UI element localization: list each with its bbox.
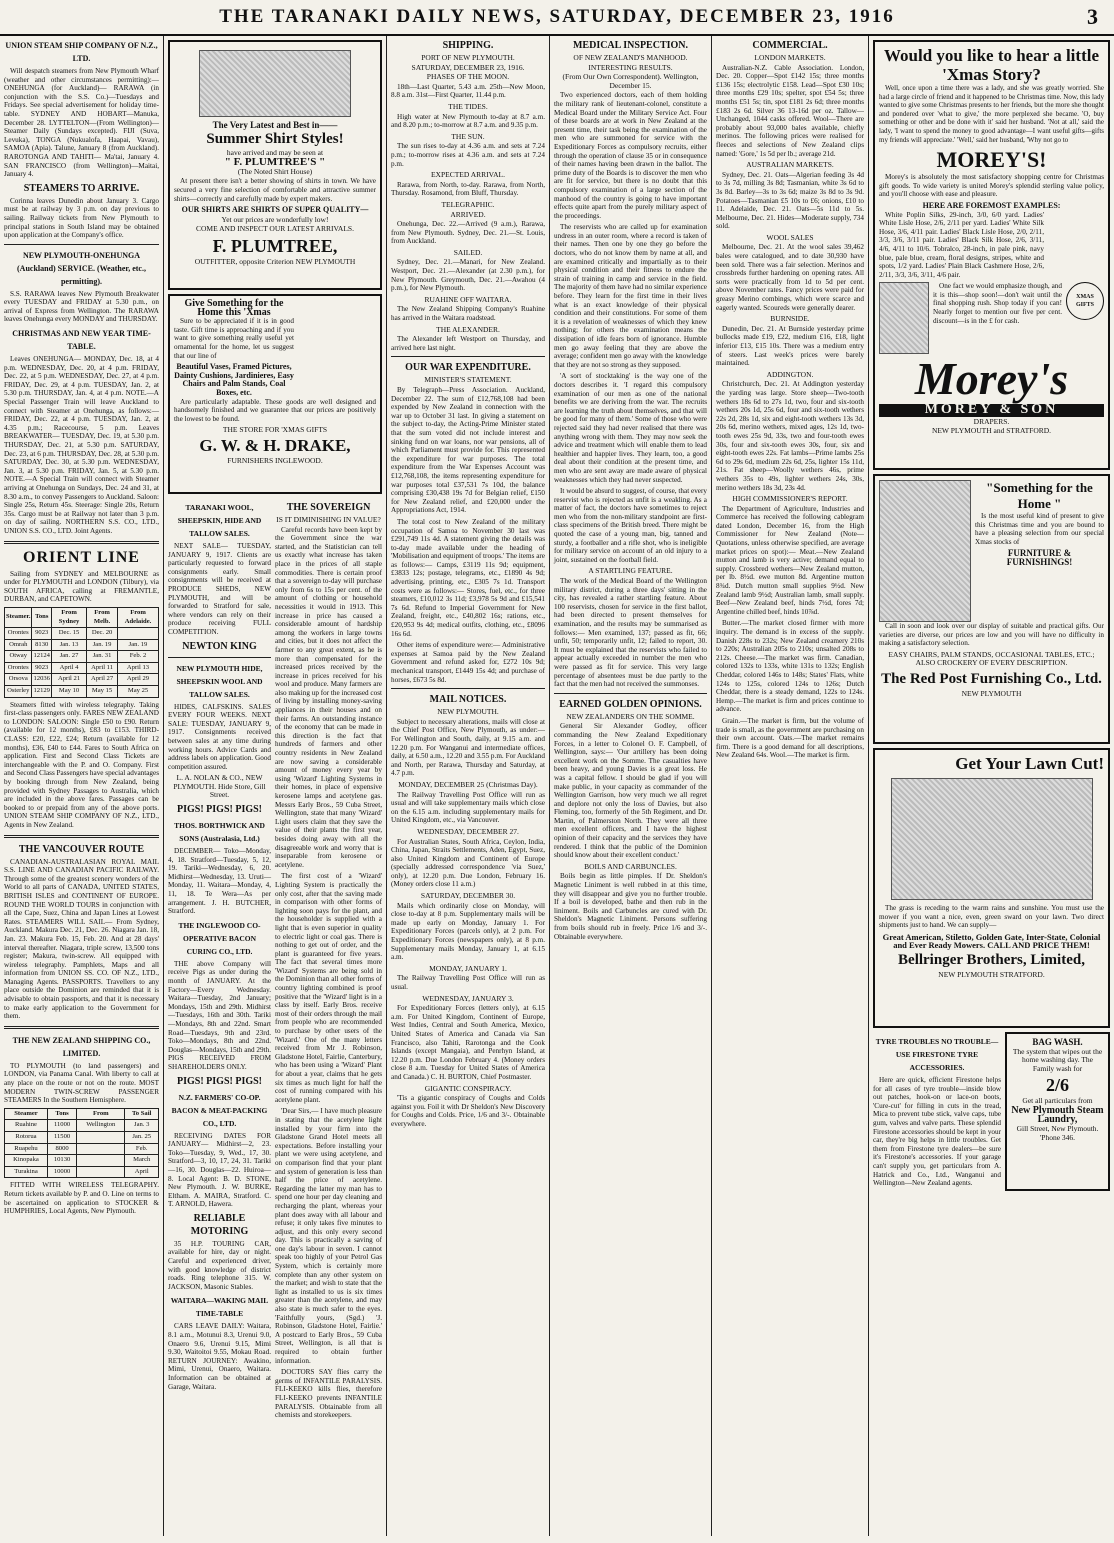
santa-illustration (879, 282, 929, 354)
ruahine-heading: RUAHINE OFF WAITARA. (424, 294, 512, 304)
xmas-story-heading: Would you like to hear a little 'Xmas Story? (883, 46, 1100, 84)
drake-footer: FURNISHERS INGLEWOOD. (227, 455, 323, 465)
arrive-body: Corinna leaves Dunedin about January 3. Cargo must be at railway by 3 p.m. on day previous to sailing. Railway tickets from New Plymouth to principal stations in South Island may be obtained upon application at the Company's office. (4, 196, 159, 240)
table-cell: Osterley (5, 686, 32, 698)
war-body: By Telegraph—Press Association. Auckland, December 22. The sum of £12,768,108 had been expended by New Zealand in connection with the war up to October 31 last. In giving a statement on the subject to-day, the Acting-Prime Minister stated that the sum voted did not include interest and sinking fund on war loans, nor war pensions, all of which Parliament must provide for. This represented the expenditure for war purposes. The total expenditure from the War Expenses Account was £12,768,108, the items representing expenditure for war purposes total £37,531 7s 10d, the balance comprising £30,438 19s 7d for Belgian relief, £150 for New Zealand relief, and £20,000 under the Appropriations Act, 1914. (391, 386, 545, 515)
table-cell: Kinopaka (5, 1155, 48, 1167)
medical-body: Two experienced doctors, each of them holding the military rank of lieutenant-colonel, constitute a Medical Board under the Military Service Act. Four of these boards are at work in New Zealand at the present time, their task being the examination of the men who are summoned for service with the Expeditionary Forces as compulsory recruits, either through the operation of clause 35 or in consequence of their names having been drawn in the ballot. The prime duty of the Boards is to discover the men who are fit for service, but there is no doubt that this compulsory examination of a large section of the manhood of the country is going to have important effects quite apart from the purely military aspect of the proceedings. (554, 91, 707, 220)
telegraphic-heading: TELEGRAPHIC. (441, 199, 495, 209)
sovereign-tail: DOCTORS SAY flies carry the germs of INFANTILE PARALYSIS. FLI-KEEKO kills flies, therefore FLI-KEEKO prevents INFANTILE PARALYSIS. Obtainable from all chemists and storekeepers. (275, 1368, 382, 1420)
alexander-body: The Alexander left Westport on Thursday, and arrived here last night. (391, 335, 545, 352)
table-cell: 9023 (32, 662, 51, 674)
table-cell: Jan. 3 (125, 1120, 159, 1132)
table-row (5, 1143, 159, 1155)
nzs-tail: FITTED WITH WIRELESS TELEGRAPHY. Return tickets available by P. and O. Line on terms to be ascertained on application to STOCKER & HUMPHRIES, Local Agents, New Plymouth. (4, 1181, 159, 1216)
table-row (5, 662, 159, 674)
moreys-logo: Morey's (914, 353, 1069, 405)
table-cell: Jan. 25 (125, 1132, 159, 1144)
table-cell: 8130 (32, 639, 51, 651)
borthwick-body: DECEMBER— Toko—Monday, 4, 18. Stratford—Tuesday, 5, 12, 19. Tariki—Wednesday, 6, 20. Midhirst—Wednesday, 13. Uruti—Monday, 11. Waitara—Monday, 4, 11, 18. Te Wera—As per arrangement. J. H. BUTCHER, Stratford. (168, 847, 272, 916)
drake-body: Sure to be appreciated if it is in good taste. Gift time is approaching and if you want to give something really useful yet ornamental for the home, let us suggest that our line of (174, 317, 294, 360)
arrived-body: Onehunga, Dec. 22.—Arrived (9 a.m.), Rarawa, from New Plymouth. Sydney, Dec. 21.—St. Louis, from Auckland. (391, 220, 545, 246)
shirt-price: Yet our prices are wonderfully low! (221, 214, 329, 224)
table-cell: Ruahine (5, 1120, 48, 1132)
table-cell: Turakina (5, 1166, 48, 1178)
addington-body: Christchurch, Dec. 21. At Addington yesterday the yarding was large. Store sheep—Two-tooth wethers 18s 6d to 27s 1d, two, four and six-tooth wethers 20s 1d, 25s 6d, four and six-tooth wethers 22s 2d, 28s 1d, six and eight-tooth wethers 13s 3d, 20s 6d, merino wethers, mixed ages, 12s 1d, two-tooth ewes 25s 9d, 33s, two and four-tooth ewes 30s, four and six-tooth ewes 30s, four, six and eight-tooth ewes 22s. Fat lambs—Prime lambs 25s 6d to 29s 6d, medium 22s 6d, 25s, lighter 15s 11d, 21s. Fat sheep—Woolly wethers 46s, prime wethers 35s to 49s, lighter wethers 24s, 30s, merino wethers 18s 3d, 23s 4d. (716, 380, 864, 492)
table-header: From Melb. (87, 607, 118, 627)
table-cell: Feb. (125, 1143, 159, 1155)
tides-body: High water at New Plymouth to-day at 8.7 a.m. and 8.20 p.m.; to-morrow at 8.7 a.m. and 9.35 p.m. (391, 112, 545, 130)
table-row (5, 628, 159, 640)
table-cell: March (125, 1155, 159, 1167)
moreys-footer: NEW PLYMOUTH and STRATFORD. (931, 426, 1052, 436)
farmers-body: RECEIVING DATES FOR JANUARY— Midhirst—2, 23. Toko—Tuesday, 9, Wed., 17, 30. Stratford—3, 10, 17, 24, 31. Tariki—16, 30. Douglas—22. Huiroa—8. Local Agent: B. D. STONE, New Plymouth. J. W. BURKE, Eltham. A. MAIRA, Stratford. C. T. ARNOLD, Hawera. (168, 1131, 272, 1209)
lawn-mower-illustration (891, 778, 1093, 900)
medical-body-4: It would be absurd to suggest, of course, that every reservist who is rejected as unfit is a weakling. As a matter of fact, the doctors have sometimes to reject men who from the non-military standpoint are first-class specimens of the British breed. There might be quoted the case of a young man, big, tanned and sturdy, a footballer and a rifle shot, who is ineligible for military service on account of an old injury to a joint, sustained on the football field. (554, 487, 707, 564)
table-cell: April 13 (118, 662, 159, 674)
tyre-body: Here are quick, efficient Firestone helps for all cases of tyre trouble—inside blow out patches, hook-on or lace-on boots, 'Cure-cut' for filling in cuts in the tread, Mica to prevent tube stick, valve caps, tube gum, valves and valve parts. These splendid Firestone accessories should be kept in your car, they're big helps in little troubles. Get them from Firestone tyre dealers—be sure it's Firestone's accessories. If your garage can't supply you, get particulars from A. Hatrick and Co., Ltd., Wanganui and Wellington—New Zealand agents. (873, 1076, 1001, 1188)
boils-heading: BOILS AND CARBUNCLES. (584, 861, 677, 871)
bellringer-ad (873, 748, 1110, 1028)
mail-jan1-body: The Railway Travelling Post Office will run as usual. (391, 974, 545, 991)
table-cell: Orsova (5, 674, 32, 686)
table-cell: 10130 (47, 1155, 76, 1167)
wool-name: NEWTON KING (182, 640, 257, 652)
burnside-heading: BURNSIDE. (770, 314, 810, 324)
boils-body: Boils begin as little pimples. If Dr. Sheldon's Magnetic Liniment is well rubbed in at this time, they will disappear and give you no further trouble. If a boil is developed, bathe and then rub in the liniment. Boils and Carbuncles are cured with Dr. Sheldon's Magnetic Liniment. Persons suffering from boils should rub in freely. Price 1/6 and 3/-. Obtainable everywhere. (554, 872, 707, 941)
shirt-footer: OUTFITTER, opposite Criterion NEW PLYMOUTH (194, 256, 356, 266)
tyre-heading: TYRE TROUBLES NO TROUBLE—USE FIRESTONE TYRE ACCESSORIES. (875, 1037, 999, 1072)
shirt-illustration (199, 50, 351, 117)
divider (391, 356, 545, 357)
table-cell: 11000 (47, 1120, 76, 1132)
high-commissioner-heading: HIGH COMMISSIONER'S REPORT. (732, 494, 848, 504)
nzs-heading: THE NEW ZEALAND SHIPPING CO., LIMITED. (12, 1035, 151, 1058)
wool-body: NEXT SALE— TUESDAY, JANUARY 9, 1917. Clients are particularly requested to forward consignments early. Small consignments will be received at PRODUCE SHEDS, NEW PLYMOUTH, and will be forwarded to Stratford for sale, where vendors can rely on their produce receiving FULL COMPETITION. (168, 542, 272, 636)
table-cell (77, 1155, 125, 1167)
nzs-table (4, 1108, 159, 1179)
column-shipping-ads (0, 36, 163, 1536)
startling-heading: A STARTLING FEATURE. (588, 566, 673, 576)
moreys-body: Morey's is absolutely the most satisfactory shopping centre for Christmas gift goods. To wide variety is united Morey's splendid sterling value policy, and you'll choose with ease and pleasure. (879, 173, 1104, 199)
mail-jan1-heading: MONDAY, JANUARY 1. (429, 963, 507, 973)
mail-monday-body: The Railway Travelling Post Office will run as usual and will take supplementary mails which close on the 6.15 a.m. including supplementary mails for United Kingdom, etc., via Vancouver. (391, 790, 545, 825)
red-post-list: EASY CHAIRS, PALM STANDS, OCCASIONAL TABLES, ETC.; ALSO CROCKERY OF EVERY DESCRIPTION. (888, 649, 1095, 668)
shirt-title: Summer Shirt Styles! (206, 130, 344, 147)
red-post-heading: "Something for the Home " (986, 480, 1093, 511)
table-cell: May 15 (87, 686, 118, 698)
column-medical (550, 36, 711, 1536)
red-post-call: Call in soon and look over our display of suitable and practical gifts. Our varieties are diverse, our prices are low and you will have no difficulty in making a satisfactory selection. (879, 622, 1104, 648)
earned-heading: EARNED GOLDEN OPINIONS. (559, 698, 702, 710)
high-commissioner-body-2: Butter.—The market closed firmer with more inquiry. The demand is in excess of the supply. Danish 228s to 232s; New Zealand creamery 210s to 220s; Australian 205s to 210s; unsalted 208s to 212s. Cheese.—The market was firm. Canadian, colored 132s to 133s, white 131s to 132s; English Cheddar, colored 146s to 148s; States' Flats, white 124s to 125s, colored 124s to 126s; Dutch Cheddar, there is a steady demand, 122s to 124s. Hemp.—The market is firm and prices continue to advance. (716, 619, 864, 714)
lower-ads-left (168, 498, 271, 1423)
moon-body: 18th—Last Quarter, 5.43 a.m. 25th—New Moon, 8.8 a.m. 31st—First Quarter, 11.44 p.m. (391, 82, 545, 100)
union-heading: UNION STEAM SHIP COMPANY OF N.Z., LTD. (5, 41, 158, 63)
lawn-body: The grass is receding to the warm rains and sunshine. You must use the mower if you want a nice, even, green sward on your lawn. Two direct shipments just to hand. We can supply— (879, 904, 1104, 930)
shirt-body: have arrived and may be seen at (226, 147, 324, 157)
table-cell: Jan. 31 (87, 651, 118, 663)
mail-jan3-heading: WEDNESDAY, JANUARY 3. (422, 993, 514, 1003)
table-header: Steamer. (5, 607, 32, 627)
medical-subheading: OF NEW ZEALAND'S MANHOOD. (573, 53, 688, 62)
shirt-heading: The Very Latest and Best in—— (212, 120, 338, 130)
gigantic-heading: GIGANTIC CONSPIRACY. (424, 1083, 512, 1093)
wool-heading: TARANAKI WOOL, SHEEPSKIN, HIDE AND TALLOW SALES. (177, 503, 262, 538)
sovereign-letter: 'Dear Sirs,— I have much pleasure in stating that the acetylene light installed by your firm into the Gladstone Grand Hotel meets all expectations. Before installing your plant we were using acetylene, and on comparison find that your plant and system of generation is less than half the price of acetylene. Regarding the latter my man has to spend one hour per day cleaning and recharging the plant, whereas your plant does away with all labour and refuse; it only takes five minutes to adjust, and this only every second day. This is practically a saving of one day's labour in seven. I cannot speak too highly of your Petrol Gas System, which is certainly more complete than any other system on the market; and wish to state that the light as installed to us is six times greater than the acetylene, and may also state is much safer to the eyes. 'Faithfully yours, (Sgd.) 'J. Robinson, Gladstone Hotel, Fairlie.' A postcard to Early Bros., 59 Cuba Street, Wellington, is all that is required to obtain further information. (275, 1107, 382, 1365)
war-subheading: MINISTER'S STATEMENT. (424, 375, 512, 385)
drake-name: G. W. & H. DRAKE, (199, 435, 351, 455)
pigs-banner: PIGS! PIGS! PIGS! (177, 1075, 263, 1087)
red-post-name: The Red Post Furnishing Co., Ltd. (881, 670, 1102, 687)
bag-wash-ad (1005, 1032, 1110, 1191)
mail-car-heading: WAITARA—WAKING MAIL TIME-TABLE (170, 1296, 269, 1319)
table-cell: May 10 (51, 686, 86, 698)
bellringer-footer: NEW PLYMOUTH STRATFORD. (938, 969, 1045, 979)
divider (554, 693, 707, 694)
table-cell: Jan. 13 (51, 639, 86, 651)
sovereign-body: Careful records have been kept by the Government since the war started, and the Statistician can tell us exactly what increase has taken place in the prices of all staple commodities. There is certain proof that a sovereign to-day will purchase only from 6s to 15s per cent. of the amount of clothing or household necessities it would in 1913. This increase in price has caused a considerable amount of hardship among the workers in large towns and cities, but it does not affect the farmer to any great extent, as he is more than compensated for the increased prices received by the increase in prices received for his wool and produce. Many farmers are also making up for the increased cost of living by installing money-saving appliances in their houses and on their farms. An outstanding instance of the economy that can be made in this direction is the fact that hundreds of farmers and other country residents in New Zealand are now saving a considerable amount of money every year by using 'Wizard' Lighting Systems in their homes, in place of expensive kerosene lamps and acetylene gas. Messrs Early Bros., 59 Cuba Street, Wellington, state that many 'Wizard' Light users claim that they save the value of their plants the first year, besides doing away with all the disagreeable work and worry that is inseparable from kerosene or acetylene. (275, 525, 382, 869)
bottom-ads-row (873, 1032, 1110, 1191)
table-cell: May 25 (118, 686, 159, 698)
wool-sales-body: Melbourne, Dec. 21. At the wool sales 39,462 bales were catalogued, and to date 30,930 have been sold. There was a fair selection. Merinos and crossbreds further hardening on opening rates. All sorts were practically from 1d to 5d per cent. above November rates. Fancy prices were paid for greasy Merino combings, which were scarce and eagerly wanted. Scoureds were generally dearer. (716, 243, 864, 312)
table-row (5, 674, 159, 686)
drake-more: Are particularly adaptable. These goods are well designed and handsomely finished and we guarantee that our prices are positively the lowest to be found. (174, 397, 376, 423)
medical-heading: MEDICAL INSPECTION. (572, 40, 689, 51)
orient-body: Sailing from SYDNEY and MELBOURNE as under for PLYMOUTH and LONDON (Tilbury), via SOUTH AFRICA, calling at FREMANTLE, DURBAN, and CAPETOWN. (4, 569, 159, 604)
table-cell: 11500 (47, 1132, 76, 1144)
table-cell: Orontes (5, 628, 32, 640)
motor-heading: RELIABLE MOTORING (190, 1212, 249, 1237)
farmers-heading: N.Z. FARMERS' CO-OP. BACON & MEAT-PACKING CO., LTD. (171, 1092, 268, 1128)
np-hide-name: L. A. NOLAN & CO., NEW PLYMOUTH. Hide Store, Gill Street. (173, 773, 266, 800)
startling-body: The work of the Medical Board of the Wellington military district, during a three days' sitting in the city, has revealed a rather startling feature. About 100 reservists, chosen for service in the first ballot, had been directed to present themselves for examination, and the results may be summarised as follows:— Men examined, 137; passed as fit, 66; unfit, 50; temporarily unfit, 12; failed to report, 30. It must be explained that the reservists who failed to appear actually exceeded in number the men who were passed as fit for service. This very large percentage of absentees must be due partly to the fact that the men had not received the summonses. (554, 577, 707, 689)
port-heading: PORT OF NEW PLYMOUTH. (421, 53, 515, 62)
earned-subheading: NEW ZEALANDERS ON THE SOMME. (566, 711, 695, 721)
table-cell: Orontes (5, 662, 32, 674)
red-post-top (879, 480, 1104, 622)
morey-son-banner: MOREY & SON (879, 404, 1104, 417)
page-number: 3 (1087, 4, 1100, 29)
mail-car-body: CARS LEAVE DAILY: Waitara, 8.1 a.m., Motunui 8.3, Urenui 9.0, Onaero 9.6, Urenui 9.15, Mimi 9.30, Waitoitoi 9.55, Mokau Road. RETURN JOURNEY: Awakino, Mimi, Urenui, Onaero, Waitara. Information can be obtained at Garage, Waitara. (168, 1322, 272, 1391)
table-row (5, 686, 159, 698)
borthwick-heading: THOS. BORTHWICK AND SONS (Australasia, Ltd.) (174, 821, 265, 844)
table-header: Tons (32, 607, 51, 627)
nzs-body: TO PLYMOUTH (to land passengers) and LONDON, via Panama Canal. With liberty to call at any place on the route or not on the route. MOST MODERN TWIN-SCREW PASSENGER STEAMERS In the Southern Hemisphere. (4, 1061, 159, 1105)
orient-table (4, 607, 159, 698)
red-post-items: FURNITURE & FURNISHINGS! (1006, 548, 1073, 567)
mail-saturday-heading: SATURDAY, DECEMBER 30. (420, 891, 516, 901)
table-cell: Wellington (77, 1120, 125, 1132)
london-heading: LONDON MARKETS. (754, 53, 826, 62)
table-header: From Adelaide. (118, 607, 159, 627)
shirt-text: At present there isn't a better showing of shirts in town. We have secured a very fine selection of comfortable and attractive summer shirts—correctly and carefully made by expert makers. (174, 177, 376, 203)
expected-heading: EXPECTED ARRIVAL. (430, 170, 506, 180)
table-cell: April 29 (118, 674, 159, 686)
medical-subheading-2: INTERESTING RESULTS. (588, 62, 673, 72)
shipping-heading: SHIPPING. (442, 40, 494, 51)
moreys-xmas-ad (873, 40, 1110, 470)
mail-wednesday-body: For Australian States, South Africa, Ceylon, India, China, Japan, Straits Settlements, Aden, Egypt, Suez, also United Kingdom and Continent of Europe (specially addressed correspondence 'via Suez,' only), at 12.20 p.m. Due London, February 16. (Money orders close 11 a.m.) (391, 837, 545, 889)
drake-items: Beautiful Vases, Framed Pictures, Dainty Cushions, Jardinieres, Easy Chairs and Palm Stands, Coal Boxes, etc. (174, 362, 294, 397)
commercial-heading: COMMERCIAL. (752, 40, 828, 51)
examples-body: White Poplin Silks, 29-inch, 3/0, 6/0 yard. Ladies' White Lisle Hose, 2/6, 2/11 per yard. Ladies' White Silk Hose, 3/6, 4/11 pair. Ladies' Black Lisle Hose, 2/0, 2/11, 3/3, 3/6, 3/11 pair. Ladies' Black Silk Hose, 2/6, 3/11, 4/6, 4/11 to 10/6. Tobralco, 28-inch, in pale pink, navy blue, pale blue, cream, floral designs, stripes, white and spots, 1/2 yard. Ladies' Plain Black Cashmere Hose, 2/6, 2/11, 3/3, 3/6, 3/11, 4/6 pair. (879, 210, 1044, 279)
gigantic-body: 'Tis a gigantic conspiracy of Coughs and Colds against you. Foil it with Dr Sheldon's New Discovery for Coughs and Colds. Price, 1/6 and 3/-. Obtainable everywhere. (391, 1094, 546, 1128)
expected-body: Rarawa, from North, to-day. Rarawa, from North, Thursday. Rosamond, from Bluff, Thursday. (391, 180, 545, 198)
ruahine-body: The New Zealand Shipping Company's Ruahine has arrived in the Waitara roadstead. (391, 305, 545, 323)
table-cell: Otway (5, 651, 32, 663)
arrived-heading: ARRIVED. (450, 209, 486, 219)
red-post-ad (873, 474, 1110, 744)
drake-heading: Give Something for the Home this 'Xmas (184, 298, 284, 318)
santa-row (879, 282, 1104, 354)
divider (4, 244, 159, 245)
onehunga-body: S.S. RARAWA leaves New Plymouth Breakwater every TUESDAY and FRIDAY at 5.30 p.m., on arrival of Express from Wellington. The RARAWA leaves Onehunga every MONDAY and THURSDAY. (4, 289, 159, 324)
np-hide-heading: NEW PLYMOUTH HIDE, SHEEPSKIN WOOL AND TALLOW SALES. (176, 663, 263, 699)
mail-wednesday-heading: WEDNESDAY, DECEMBER 27. (417, 826, 519, 836)
medical-body-2: The reservists who are called up for examination undress in an outer room, where a record is taken of their names. Then one by one they go before the doctors, who do not know them by name at all, and are examined critically and impartially as to their physical condition and their fitness to endure the strain of training in camp and service in the field. The majority of them have had no similar experience before. They learn for the first time in their lives what is an exact knowledge of their physical condition and their constitutions. For some of them it is a revelation of weaknesses of which they knew nothing; for others the examination means the dissipation of idle fears born of ignorance. Humble men go away feeling that they are above the average; confident men go away with the knowledge that they are not so strong as they supposed. (554, 223, 707, 369)
bag-wash-body: The system that wipes out the home washing day. The Family wash for (1012, 1046, 1103, 1073)
red-post-footer: NEW PLYMOUTH (961, 688, 1022, 698)
table-header: Tons (47, 1108, 76, 1120)
table-cell: Omrah (5, 639, 32, 651)
table-cell: 10000 (47, 1166, 76, 1178)
table-cell: 12124 (32, 651, 51, 663)
lower-ads-row (168, 498, 382, 1423)
divider (4, 835, 159, 838)
medical-correspondent: (From Our Own Correspondent). Wellington, December 15. (562, 72, 699, 90)
table-cell: Dec. 15 (51, 628, 86, 640)
table-cell (77, 1166, 125, 1178)
table-cell: April 21 (51, 674, 86, 686)
war-heading: OUR WAR EXPENDITURE. (405, 362, 531, 374)
drapers-label: DRAPERS. (973, 416, 1010, 426)
divider (391, 688, 545, 689)
bellringer-name: Bellringer Brothers, Limited, (898, 951, 1085, 968)
table-cell: Feb. 2 (118, 651, 159, 663)
drake-store: THE STORE FOR 'XMAS GIFTS (222, 425, 328, 435)
shirt-quality: OUR SHIRTS ARE SHIRTS OF SUPER QUALITY— (181, 205, 369, 215)
examples-heading: HERE ARE FOREMOST EXAMPLES: (922, 200, 1061, 210)
table-row (5, 1132, 159, 1144)
port-date: SATURDAY, DECEMBER 23, 1916. (411, 62, 525, 72)
mail-monday-heading: MONDAY, DECEMBER 25 (Christmas Day). (398, 779, 538, 789)
inglewood-body: THE above Company will receive Pigs as under during the month of JANUARY. At the Factory—Every Wednesday. Waitara—Tuesday, 2nd January; Mondays, 15th and 29th. Midhirst—Tuesdays, 16th and 30th. Tariki—Mondays, 8th and 22nd. Smart Road—Tuesdays, 9th and 23rd. Toko—Mondays, 8th and 22nd. Douglas—Mondays, 15th and 29th. PIGS RECEIVED FROM SHAREHOLDERS ONLY. (168, 959, 272, 1071)
column-shipping-news (387, 36, 549, 1536)
mail-body: Subject to necessary alterations, mails will close at the Chief Post Office, New Plymouth, as under:— For Wellington and South, daily, at 9.15 a.m. and 12.20 p.m. For Wanganui and intermediate offices, daily, at 6.50 a.m., 12.20 and 3.55 p.m. For Auckland and North, per Rarawa, Thursday and Saturday, at 4.7 p.m. (391, 717, 545, 778)
red-post-text (975, 480, 1104, 622)
sun-heading: THE SUN. (451, 131, 485, 141)
sun-body: The sun rises to-day at 4.36 a.m. and sets at 7.24 p.m.; to-morrow rises at 4.36 a.m. and sets at 7.24 p.m. (391, 142, 545, 168)
table-cell: Ruapehu (5, 1143, 48, 1155)
onehunga-heading: NEW PLYMOUTH-ONEHUNGA (Auckland) SERVICE. (Weather, etc., permitting). (17, 250, 146, 286)
mail-heading: MAIL NOTICES. (429, 694, 507, 706)
union-body: Will despatch steamers from New Plymouth Wharf (weather and other circumstances permitting):— ONEHUNGA (for Auckland)— RARAWA (in conjunction with the S.S. Co.)—Tuesdays and Fridays. See special advertisement for holiday time-table. SYDNEY AND HOBART—Manuka, December 28. LYTTELTON—(From Wellington)— Steamer Daily (Sundays excepted). FIJI (Suva, Levuka), TONGA (Nukualofa, Haapai, Vavau), SAMOA (Apia). Talune, January 8 (from Auckland). RAROTONGA AND TAHITI— Ma'tai, January 4. SAN FRANCISCO (from Wellington)—Maitai, January 4. (4, 67, 159, 179)
bag-wash-heading: BAG WASH. (1032, 1037, 1083, 1047)
inglewood-heading: THE INGLEWOOD CO-OPERATIVE BACON CURING CO., LTD. (178, 920, 261, 956)
pigs-banner: PIGS! PIGS! PIGS! (177, 804, 263, 816)
column-commercial (712, 36, 868, 1536)
high-commissioner-body: The Department of Agriculture, Industries and Commerce has received the following cablegram dated London, December 16, from the High Commissioner for New Zealand (Note—Quotations, unless otherwise specified, are average market prices on spot):— Meat.—New Zealand mutton and lamb is very active; demand equal to supply. Crossbred wethers—New Zealand mutton, per lb. 8½d. ewe mutton 8d. Argentine mutton 8¾d. Dutch mutton small supplies 9½d. New Zealand lamb 9½d; Australian lamb, small supply. Beef—New Zealand beef, hinds 7½d, fores 7d; Argentine chilled beef, hinds 10⅞d. (716, 504, 864, 616)
table-cell: 12036 (32, 674, 51, 686)
mail-saturday-body: Mails which ordinarily close on Monday, will close to-day at 8 p.m. Supplementary mails will be made up early on Monday, January 1. For Expeditionary Forces (parcels only), at 2 p.m. For Expeditionary Forces (newspapers only), at 8 p.m. Supplementary mails Monday, January 1, at 6.15 a.m. (391, 901, 545, 962)
lawn-heading: Get Your Lawn Cut! (955, 754, 1104, 773)
table-cell: Dec. 20 (87, 628, 118, 640)
column-display-ads (869, 36, 1114, 1536)
table-row (5, 639, 159, 651)
table-row (5, 1120, 159, 1132)
shirt-note: (The Noted Shirt House) (237, 166, 313, 176)
table-cell: 8000 (47, 1143, 76, 1155)
australian-body: Sydney, Dec. 21. Oats—Algerian feeding 3s 4d to 3s 7d, milling 3s 8d; Tasmanian, white 3s 6d to 3s 8d. Barley—3s to 3s 6d; maize 3s 8d to 3s 9d. Potatoes—Tasmanian £5 10s to £6; onions, £10 to 11. Adelaide, Dec. 21. Oats—5s 11d to 5s. Melbourne, Dec. 21. Hides—Moderate supply, 734 sold. (716, 170, 864, 231)
tides-heading: THE TIDES. (448, 101, 488, 111)
table-header: From Sydney (51, 607, 86, 627)
table-header: From (77, 1108, 125, 1120)
war-body-2: The total cost to New Zealand of the military occupation of Samoa to November 30 last was £291,749 11s 4d. A statement giving the details was to-day made available under the heading of 'Mobilisation and equipment of troops.' The items are as follows:— Camps, £3119 11s 9d; equipment, £3833 12s; postage, telegrams, etc., £1890 4s 9d; advertising, printing, etc., £305 7s 1d. Transport costs were as follows:— Stores, fuel, etc., for three steamers, £10,012 3s 11d; £3,978 5s 9d and £15,541 7s 6d. Refund to Imperial Government for New Zealand, freight, etc., £40,802 16s; rations, etc., £20,953 9s 4d; medical outfits, clothing, etc., £8096 16s 6d. (391, 517, 545, 638)
column-local-ads (164, 36, 386, 1536)
orient-tail: Steamers fitted with wireless telegraphy. Taking first-class passengers only. FARES NEW ZEALAND to LONDON: SALOON: Single £50 to £90. Return (available for 12 months), £83 to £153. THIRD-CLASS: £20, £22, £24; Return (available for 12 months), £36, £40 to £44. Fares to South Africa on application. First and Second Class Tickets are interchangeable with the P. and O. Company. First and Second Class Passengers have special advantages by booking through from New Zealand, being provided with Sydney Passages to Australia, which are included in the above fares. Passages can be booked to or prepaid from any of the above ports. UNION STEAM SHIP COMPANY OF N.Z., LTD., Agents in New Zealand. (4, 700, 159, 829)
mail-jan3-body: For Expeditionary Forces (letters only), at 6.15 a.m. For United Kingdom, Continent of Europe, West Indies, Central and South America, Mexico, United States of America and Canada via San Francisco, also Tahiti, Rarotonga and the Cook Islands (except Mangaia), and Penrhyn Island, at 12.20 p.m. Due London February 4. (Money orders close 8 a.m. Tuesday for United States of America and Canada.) C. H. BURTON, Chief Postmaster. (391, 1004, 545, 1081)
examples-tail: One fact we would emphasize though, and it is this—shop soon!—don't wait until the final shopping rush. Shop today if you can! Nearly forget to mention our five per cent. discount—is in the £ for cash. (933, 282, 1062, 325)
xmas-timetable-heading: CHRISTMAS AND NEW YEAR TIME-TABLE. (12, 329, 151, 352)
table-row (5, 651, 159, 663)
drake-ad (168, 294, 382, 494)
xmas-story-body: Well, once upon a time there was a lady, and she was greatly worried. She had a large circle of friend and it happened to be Christmas time. Now, this lady wanted to give some Christmas presents to her friends, but the more she thought and pondered over 'what to give,' the more perplexed she became. 'O, buy something or other and be done with it' said her husband. 'Not at all,' said the lady, 'I want to spend the money to good advantage—I want useful gifts—gifts my friends will appreciate.' 'Well,' said her husband, 'Why not go to (879, 84, 1104, 144)
australian-heading: AUSTRALIAN MARKETS. (746, 160, 834, 170)
divider (168, 657, 271, 658)
laundry-footer: Gill Street, New Plymouth. 'Phone 346. (1016, 1124, 1099, 1142)
earned-body: General Sir Alexander Godley, officer commanding the New Zealand Expeditionary Forces, in a letter to Colonel O. F. Campbell, of Wellington, says:— 'Our artillery has been doing excellent work on the Somme. The casualties have been heavy, and young Davies is a great loss. He was a capital fellow. I should be glad if you will make public, in your capacity as commander of the Wellington Garrison, how very much we all regret and deplore not only the loss of Davies, but also Fleming, too, formerly of the 5th Regiment, and Dr. Martin, of Palmerston North. They were all three men excellent officers, and I have the highest opinion of their capacity and the services they have rendered. I think that the public of the Dominion should know about their excellent conduct.' (554, 722, 707, 860)
table-row (5, 1166, 159, 1178)
tyre-ad (873, 1032, 1001, 1191)
table-cell: April 4 (51, 662, 86, 674)
vancouver-heading: THE VANCOUVER ROUTE (18, 843, 145, 855)
table-cell: Jan. 19 (87, 639, 118, 651)
table-cell (77, 1143, 125, 1155)
moreys-title: MOREY'S! (936, 147, 1047, 173)
red-post-body: Is the most useful kind of present to give this Christmas time and you are bound to have a pleasing selection from our special Xmas stocks of (975, 512, 1104, 546)
moon-heading: PHASES OF THE MOON. (426, 72, 510, 82)
table-cell: Jan. 27 (51, 651, 86, 663)
table-row (5, 1155, 159, 1167)
table-cell (77, 1132, 125, 1144)
sailed-body: Sydney, Dec. 21.—Manari, for New Zealand. Westport, Dec. 21.—Alexander (at 2.30 p.m.), for New Plymouth. Greymouth, Dec. 21.—Awahou (4 p.m.), for New Plymouth. (391, 258, 545, 293)
plumtree-ad (168, 40, 382, 290)
shirt-shop: " F. PLUMTREE'S " (224, 156, 326, 169)
fireplace-illustration (879, 480, 971, 622)
bag-wash-tail: Get all particulars from (1022, 1096, 1093, 1106)
table-header: Steamer (5, 1108, 48, 1120)
arrive-heading: STEAMERS TO ARRIVE. (23, 182, 140, 194)
lawn-list: Great American, Stiletto, Golden Gate, Inter-State, Colonial and Ever Ready Mowers. CALL AND PRICE THEM! (882, 931, 1101, 951)
war-body-3: Other items of expenditure were:— Administrative expenses at Samoa paid by the New Zealand Government and refund asked for, £272 10s 9d; mechanical transport, £1449 15s 4d; and purchase of horses, £673 5s 8d. (391, 641, 545, 684)
table-header: To Sail (125, 1108, 159, 1120)
masthead-title: THE TARANAKI DAILY NEWS, SATURDAY, DECEMBER 23, 1916 (219, 6, 895, 27)
sovereign-body-2: The first cost of a 'Wizard' Lighting System is practically the only cost, after that the saving made in comparison with other forms of lighting soon pays for the plant, and the householder is supplied with a light that is even superior in quality to electric light or coal gas. There is nothing to get out of order, and the plant is guaranteed for five years. The fact that several times more 'Wizard' Systems are being sold in the Dominion than all other forms of country lighting combined is proof positive that the 'Wizard' light is in a class by itself. Early Bros. receive most of their orders through the mail from people who are recommended to purchase by other users of the 'Wizard.' One of the many letters received from Mr J. Robinson, Gladstone Hotel, Fairlie, Canterbury, who has been using a 'Wizard' Plant for about a year, claims that he gets six times as much light for half the cost of running compared with his acetylene plant. (275, 872, 382, 1104)
shirt-come: COME AND INSPECT OUR LATEST ARRIVALS. (196, 224, 354, 234)
sailed-heading: SAILED. (453, 247, 483, 257)
table-cell: Rotorua (5, 1132, 48, 1144)
table-cell: April (125, 1166, 159, 1178)
table-cell: April 11 (87, 662, 118, 674)
high-commissioner-body-3: Grain.—The market is firm, but the volume of trade is small, as the government are purchasing on their own account. Oats.—The market remains firm. There is a good demand for all descriptions, New Zealand 64s. Wool.—The market is firm. (716, 716, 864, 760)
burnside-body: Dunedin, Dec. 21. At Burnside yesterday prime bullocks made £19, £22, medium £16, £18, light inferior £13, £15 10s. There was a medium entry of steers. Last week's prices were barely maintained. (716, 324, 864, 368)
table-cell: 9023 (32, 628, 51, 640)
table-cell: April 27 (87, 674, 118, 686)
xmas-gifts-bag-icon: XMAS GIFTS (1066, 282, 1104, 320)
wool-sales-heading: WOOL SALES (766, 232, 814, 242)
divider (4, 541, 159, 544)
london-body: Australian-N.Z. Cable Association. London, Dec. 20. Copper—Spot £142 15s; three months £136 15s; electrolytic £158. Lead—Spot £30 10s; three months £29 10s; spelter, spot £54 5s; three months £51 5s; tin, spot £181 2s 6d; three months £183 2s 6d. Silver 36 13-16d per oz. Tallow—Unchanged, 1044 casks offered. Wool—There are probably about 93,000 bales available, chiefly merinos. The following prices were realised for fleeces and selections of New Zealand clips named: 'Gore,' 1s 5d per lb.; average 21d. (716, 63, 864, 158)
medical-body-3: 'A sort of stocktaking' is the way one of the doctors describes it. 'I regard this compulsory examination of our men as one of the national benefits we are deriving from the war. The recruits are learning the truth about themselves, and that will be good for many of them.' Some of those who were rejected said they had never realised that there was anything wrong with them. They may now seek the advice and treatment which will enable them to lead healthier and happier lives. They learn, too, a good deal about their condition at the present time, and men who are sent away are made aware of physical weaknesses which they had never suspected. (554, 372, 707, 484)
masthead (0, 0, 1114, 36)
laundry-name: New Plymouth Steam Laundry, (1011, 1104, 1104, 1125)
np-hide-body: HIDES, CALFSKINS. SALES EVERY FOUR WEEKS. NEXT SALE: TUESDAY, JANUARY 9, 1917. Consignments received between sales at any time during working hours. Advice Cards and address labels on application. Good competition assured. (168, 702, 272, 771)
bag-wash-price: 2/6 (1045, 1075, 1069, 1096)
alexander-heading: THE ALEXANDER. (436, 324, 500, 334)
addington-heading: ADDINGTON. (766, 369, 814, 379)
table-cell (118, 628, 159, 640)
sovereign-article (275, 498, 382, 1423)
motor-body: 35 H.P. TOURING CAR, available for hire, day or night. Careful and experienced driver, with good knowledge of district roads. Ring telephone 315. W. JACKSON, Masonic Stables. (168, 1239, 272, 1291)
vancouver-body: CANADIAN-AUSTRALASIAN ROYAL MAIL S.S. LINE AND CANADIAN PACIFIC RAILWAY. Through some of the greatest scenery wonders of the World to all parts of CANADA, UNITED STATES, BRITISH ISLES and CONTINENT OF EUROPE. ROUND THE WORLD TOURS in conjunction with all the Cape, Suez, China and Japan Lines at Lowest Rates. STEAMERS WILL SAIL— From Sydney, Auckland. Makura Dec. 21, Dec. 26. Niagara Jan. 18, Jan. 23. Makura Feb. 15, Feb. 20. And at 28 days' interval thereafter. Niagara, triple screw, 13,500 tons register; Makura, twin-screw. All equipped with wireless telegraphy. Pamphlets, Maps and all information from UNION SS. CO. OF N.Z., LTD., Managing Agents. PASSPORTS. Travellers to any place outside the Dominion are reminded that it is advisable to obtain passports, and that it is necessary to make early application to the Government for them. (4, 857, 159, 1021)
orient-heading: ORIENT LINE (23, 548, 140, 566)
shirt-name: F. PLUMTREE, (212, 235, 338, 256)
sovereign-subheading: IS IT DIMINISHING IN VALUE? (276, 515, 381, 524)
mail-subheading: NEW PLYMOUTH. (437, 707, 499, 717)
sovereign-heading: THE SOVEREIGN (286, 502, 371, 513)
divider (4, 1026, 159, 1029)
table-cell: 12129 (32, 686, 51, 698)
xmas-timetable-body: Leaves ONEHUNGA— MONDAY, Dec. 18, at 4 p.m. WEDNESDAY, Dec. 20, at 4 p.m. FRIDAY, Dec. 22, at 5 p.m. WEDNESDAY, Dec. 27, at 4 p.m. FRIDAY, Dec. 29, at 4 p.m. TUESDAY, Jan. 2, at 5.30 p.m. THURSDAY, Jan. 4, at 4 p.m. NOTE.—A Special Passenger Train will leave Auckland to connect with Steamer at Onehunga, as follows:— FRIDAY, Dec. 22, at 4 p.m. TUESDAY, Jan. 2, at 4.35 p.m.; Racecourse, 5 p.m. Leaves BREAKWATER— TUESDAY, Dec. 19, at 5.30 p.m. THURSDAY, Dec. 21, at 5.30 p.m. SATURDAY, Dec. 23, at 6 p.m. THURSDAY, Dec. 28, at 5.30 p.m. SATURDAY, Dec. 30, at 5.30 p.m. WEDNESDAY, Jan. 3, at 5.30 p.m. FRIDAY, Jan. 5, at 5.30 p.m. NOTE.—A Special Train will connect with Steamer arriving at Onehunga on Sundays, Dec. 24 and 31, at 8.30 a.m., to convey Passengers to Auckland. Saloon: Single 25s, Return 45s. Steerage: Single 20s, Return 35s. Cargo must be at Railway not later than 3 p.m. on day of sailing. NORTHERN S.S. CO., LTD., UNION S.S. CO., LTD. Joint Agents. (4, 355, 159, 535)
table-cell: Jan. 19 (118, 639, 159, 651)
